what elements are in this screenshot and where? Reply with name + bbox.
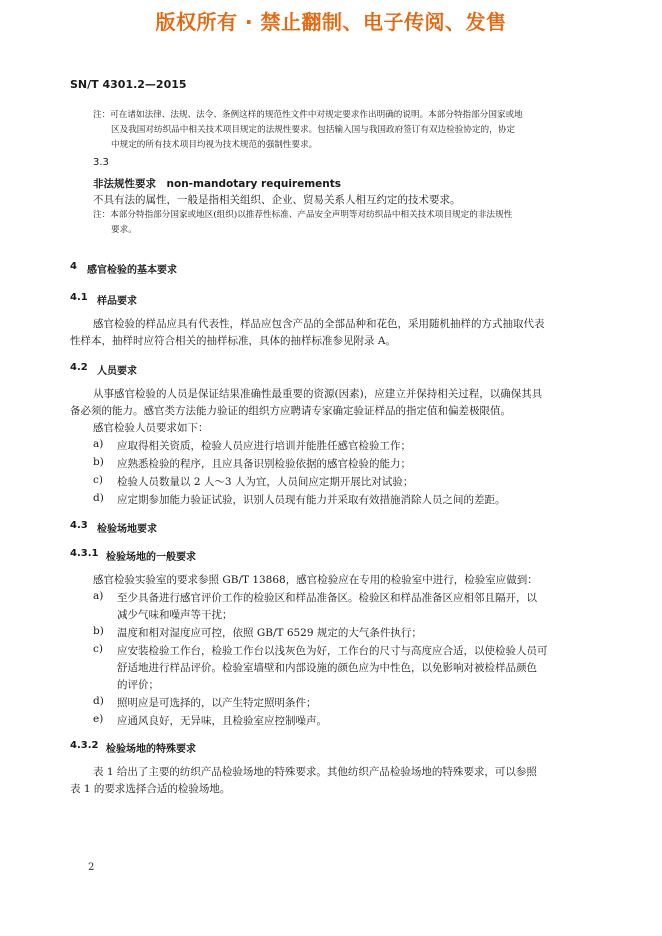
list-item-label: d) — [93, 492, 104, 504]
list-item-text: 应通风良好，无异味，且检验室应控制噪声。 — [117, 715, 327, 727]
list-item-label: c) — [93, 643, 103, 655]
note-line: 区及我国对纺织品中相关技术项目规定的法规性要求。包括输入国与我国政府签订有双边检验协定的，协定 — [111, 125, 515, 135]
section-title: 感官检验的基本要求 — [87, 265, 177, 276]
section-title: 检验场地的一般要求 — [106, 552, 196, 563]
section-title: 检验场地要求 — [97, 524, 157, 535]
standard-code-header: SN/T 4301.2—2015 — [70, 78, 187, 91]
section-number: 4.2 — [70, 362, 88, 373]
term-definition: 不具有法的属性，一般是指相关组织、企业、贸易关系人相互约定的技术要求。 — [93, 194, 461, 206]
list-item-text: 减少气味和噪声等干扰； — [117, 609, 233, 621]
list-item-text: 照明应是可选择的，以产生特定照明条件； — [117, 697, 317, 709]
list-item-label: b) — [93, 625, 104, 637]
list-item-label: c) — [93, 474, 103, 486]
list-intro: 感官检验人员要求如下： — [93, 422, 209, 434]
list-item-label: b) — [93, 456, 104, 468]
page-number: 2 — [88, 862, 95, 873]
paragraph-line: 备必须的能力。感官类方法能力验证的组织方应聘请专家确定验证样品的指定值和偏差极限值。 — [70, 405, 511, 417]
list-item-label: a) — [93, 590, 104, 602]
list-intro: 感官检验实验室的要求参照 GB/T 13868，感官检验应在专用的检验室中进行，检验室应做到： — [93, 574, 538, 586]
list-item-text: 温度和相对湿度应可控，依照 GB/T 6529 规定的大气条件执行； — [117, 627, 422, 639]
list-item-text: 检验人员数量以 2 人～3 人为宜，人员间应定期开展比对试验； — [117, 476, 414, 488]
list-item-text: 至少具备进行感官评价工作的检验区和样品准备区。检验区和样品准备区应相邻且隔开，以 — [117, 592, 537, 604]
section-title: 人员要求 — [97, 366, 137, 377]
list-item-text: 应定期参加能力验证试验，识别人员现有能力并采取有效措施消除人员之间的差距。 — [117, 494, 506, 506]
list-item-text: 舒适地进行样品评价。检验室墙壁和内部设施的颜色应为中性色，以免影响对被检样品颜色 — [117, 662, 537, 674]
note-line: 注：可在诸如法律、法规、法令、条例这样的规范性文件中对规定要求作出明确的说明。本部分特指部分国家或地 — [93, 110, 523, 120]
list-item-text: 应取得相关资质，检验人员应进行培训并能胜任感官检验工作； — [117, 440, 411, 452]
clause-number: 3.3 — [93, 157, 109, 168]
list-item-text: 应安装检验工作台，检验工作台以浅灰色为好，工作台的尺寸与高度应合适，以使检验人员可 — [117, 645, 548, 657]
paragraph-line: 感官检验的样品应具有代表性，样品应包含产品的全部品种和花色，采用随机抽样的方式抽取代表 — [93, 318, 545, 330]
section-title: 样品要求 — [97, 296, 137, 307]
section-number: 4 — [70, 261, 77, 272]
list-item-label: a) — [93, 438, 104, 450]
note-line: 注：本部分特指部分国家或地区(组织)以推荐性标准、产品安全声明等对纺织品中相关技术项目规定的非法规性 — [93, 210, 513, 220]
section-number: 4.1 — [70, 292, 88, 303]
note-line: 要求。 — [111, 225, 137, 235]
list-item-text: 应熟悉检验的程序，且应具备识别检验依据的感官检验的能力； — [117, 458, 411, 470]
section-number: 4.3.1 — [70, 548, 99, 559]
section-number: 4.3 — [70, 520, 88, 531]
note-line: 中规定的所有技术项目均视为技术规范的强制性要求。 — [111, 140, 318, 150]
term-title: 非法规性要求 non-mandotary requirements — [93, 178, 342, 190]
paragraph-line: 性样本，抽样时应符合相关的抽样标准，具体的抽样标准参见附录 A。 — [70, 335, 396, 347]
copyright-watermark: 版权所有 · 禁止翻制、电子传阅、发售 — [155, 10, 507, 34]
list-item-label: e) — [93, 713, 104, 725]
list-item-text: 的评价； — [117, 679, 159, 691]
section-number: 4.3.2 — [70, 740, 99, 751]
paragraph-line: 表 1 的要求选择合适的检验场地。 — [70, 783, 231, 795]
list-item-label: d) — [93, 695, 104, 707]
paragraph-line: 表 1 给出了主要的纺织产品检验场地的特殊要求。其他纺织产品检验场地的特殊要求，可以参照 — [93, 766, 537, 778]
paragraph-line: 从事感官检验的人员是保证结果准确性最重要的资源(因素)，应建立并保持相关过程，以确保其具 — [93, 388, 543, 400]
section-title: 检验场地的特殊要求 — [106, 744, 196, 755]
